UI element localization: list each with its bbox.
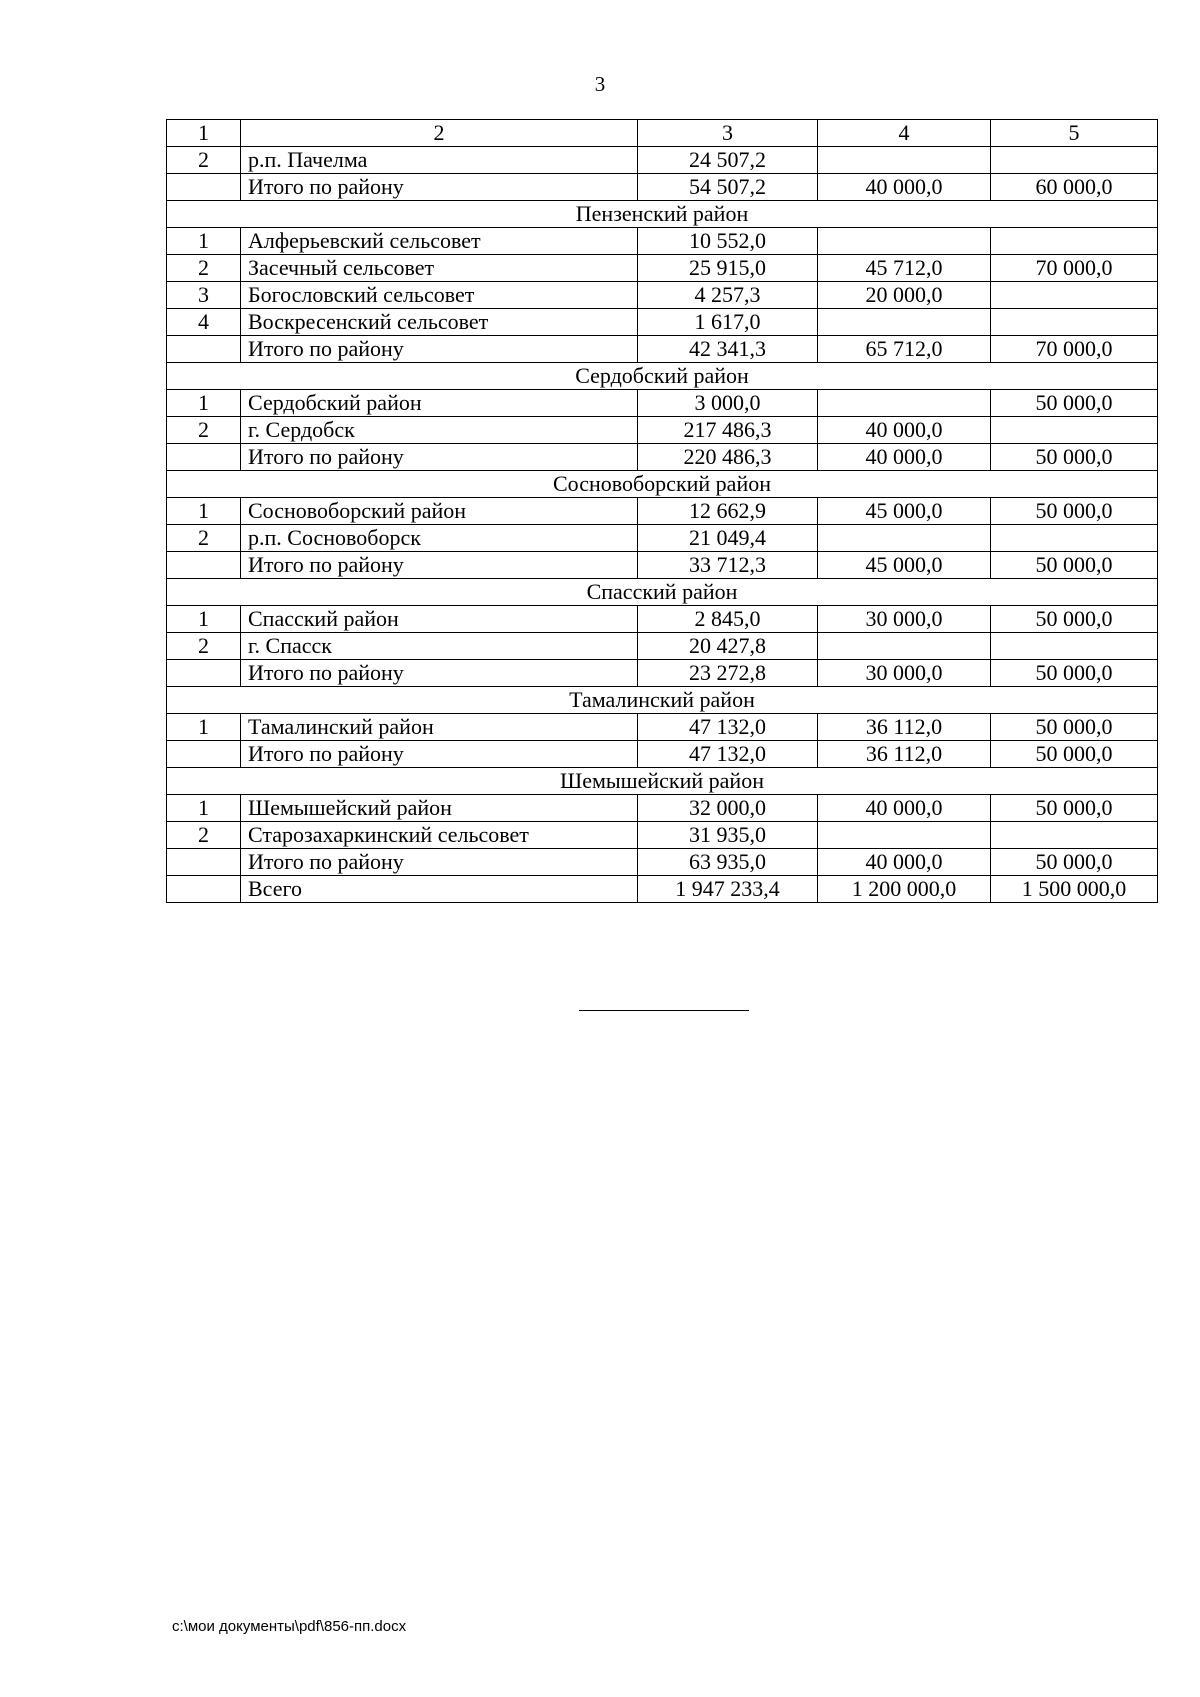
table-row (167, 336, 1158, 363)
column-number-row (167, 120, 1158, 147)
table-row (167, 228, 1158, 255)
amount-col5-cell: 50 000,0 (991, 714, 1158, 741)
row-number-cell: 2 (167, 822, 241, 849)
municipality-name-cell: р.п. Пачелма (241, 147, 638, 174)
amount-col5-cell (991, 147, 1158, 174)
amount-col4-cell: 30 000,0 (818, 660, 991, 687)
table-row (167, 444, 1158, 471)
amount-col3-cell: 217 486,3 (638, 417, 818, 444)
amount-col3-cell: 20 427,8 (638, 633, 818, 660)
amount-col5-cell: 50 000,0 (991, 390, 1158, 417)
municipality-name-cell: Алферьевский сельсовет (241, 228, 638, 255)
municipality-name-cell: г. Спасск (241, 633, 638, 660)
municipality-name-cell: Сосновоборский район (241, 498, 638, 525)
amount-col5-cell: 50 000,0 (991, 849, 1158, 876)
table-row (167, 417, 1158, 444)
row-number-cell: 2 (167, 633, 241, 660)
municipality-name-cell: Тамалинский район (241, 714, 638, 741)
row-number-cell: 2 (167, 525, 241, 552)
table-row (167, 282, 1158, 309)
municipality-name-cell: Итого по району (241, 849, 638, 876)
table-row (167, 552, 1158, 579)
table-row (167, 147, 1158, 174)
amount-col3-cell: 25 915,0 (638, 255, 818, 282)
row-number-cell: 1 (167, 714, 241, 741)
row-number-cell: 1 (167, 390, 241, 417)
amount-col4-cell: 1 200 000,0 (818, 876, 991, 903)
amount-col5-cell: 70 000,0 (991, 255, 1158, 282)
amount-col4-cell: 36 112,0 (818, 714, 991, 741)
district-section-title: Шемышейский район (167, 768, 1158, 795)
district-section-row (167, 579, 1158, 606)
amount-col4-cell: 45 712,0 (818, 255, 991, 282)
municipality-name-cell: р.п. Сосновоборск (241, 525, 638, 552)
amount-col4-cell (818, 822, 991, 849)
amount-col4-cell (818, 309, 991, 336)
table-row (167, 498, 1158, 525)
amount-col3-cell: 3 000,0 (638, 390, 818, 417)
district-section-row (167, 768, 1158, 795)
row-number-cell: 1 (167, 606, 241, 633)
amount-col3-cell: 24 507,2 (638, 147, 818, 174)
amount-col5-cell (991, 309, 1158, 336)
row-number-cell (167, 849, 241, 876)
amount-col5-cell: 50 000,0 (991, 606, 1158, 633)
page-number: 3 (594, 72, 606, 96)
table-row (167, 174, 1158, 201)
table-row (167, 876, 1158, 903)
table-row (167, 822, 1158, 849)
amount-col3-cell: 31 935,0 (638, 822, 818, 849)
amount-col4-cell: 45 000,0 (818, 498, 991, 525)
row-number-cell: 4 (167, 309, 241, 336)
amount-col5-cell: 50 000,0 (991, 498, 1158, 525)
row-number-cell: 2 (167, 147, 241, 174)
municipality-name-cell: Старозахаркинский сельсовет (241, 822, 638, 849)
allocation-table (166, 119, 1158, 903)
amount-col5-cell: 50 000,0 (991, 795, 1158, 822)
end-divider-line (579, 1010, 749, 1011)
row-number-cell: 2 (167, 417, 241, 444)
amount-col5-cell: 50 000,0 (991, 444, 1158, 471)
municipality-name-cell: Итого по району (241, 444, 638, 471)
amount-col3-cell: 47 132,0 (638, 741, 818, 768)
municipality-name-cell: Итого по району (241, 660, 638, 687)
district-section-title: Спасский район (167, 579, 1158, 606)
row-number-cell (167, 444, 241, 471)
row-number-cell (167, 552, 241, 579)
amount-col3-cell: 10 552,0 (638, 228, 818, 255)
amount-col3-cell: 220 486,3 (638, 444, 818, 471)
amount-col4-cell: 40 000,0 (818, 417, 991, 444)
table-row (167, 390, 1158, 417)
table-row (167, 255, 1158, 282)
table-row (167, 849, 1158, 876)
amount-col3-cell: 2 845,0 (638, 606, 818, 633)
amount-col5-cell: 70 000,0 (991, 336, 1158, 363)
table-row (167, 741, 1158, 768)
amount-col3-cell: 42 341,3 (638, 336, 818, 363)
amount-col5-cell: 50 000,0 (991, 552, 1158, 579)
column-number-1: 1 (167, 120, 241, 147)
amount-col5-cell: 1 500 000,0 (991, 876, 1158, 903)
district-section-row (167, 201, 1158, 228)
table-row (167, 714, 1158, 741)
amount-col4-cell: 45 000,0 (818, 552, 991, 579)
amount-col5-cell: 60 000,0 (991, 174, 1158, 201)
table-row (167, 795, 1158, 822)
district-section-title: Сосновоборский район (167, 471, 1158, 498)
footer-file-path: c:\мои документы\pdf\856-пп.docx (172, 1618, 407, 1635)
row-number-cell: 1 (167, 498, 241, 525)
table-body (167, 120, 1158, 903)
district-section-title: Тамалинский район (167, 687, 1158, 714)
amount-col3-cell: 32 000,0 (638, 795, 818, 822)
row-number-cell: 2 (167, 255, 241, 282)
table-row (167, 525, 1158, 552)
amount-col5-cell: 50 000,0 (991, 660, 1158, 687)
column-number-3: 3 (638, 120, 818, 147)
column-number-5: 5 (991, 120, 1158, 147)
amount-col3-cell: 12 662,9 (638, 498, 818, 525)
amount-col4-cell: 40 000,0 (818, 444, 991, 471)
amount-col4-cell: 40 000,0 (818, 174, 991, 201)
municipality-name-cell: Сердобский район (241, 390, 638, 417)
municipality-name-cell: Итого по району (241, 552, 638, 579)
amount-col5-cell (991, 228, 1158, 255)
municipality-name-cell: Итого по району (241, 174, 638, 201)
amount-col5-cell (991, 633, 1158, 660)
amount-col3-cell: 23 272,8 (638, 660, 818, 687)
row-number-cell: 1 (167, 228, 241, 255)
amount-col5-cell (991, 417, 1158, 444)
district-section-row (167, 363, 1158, 390)
row-number-cell: 1 (167, 795, 241, 822)
municipality-name-cell: Итого по району (241, 741, 638, 768)
row-number-cell (167, 741, 241, 768)
municipality-name-cell: Всего (241, 876, 638, 903)
municipality-name-cell: Шемышейский район (241, 795, 638, 822)
district-section-title: Сердобский район (167, 363, 1158, 390)
row-number-cell (167, 336, 241, 363)
amount-col4-cell: 20 000,0 (818, 282, 991, 309)
table-row (167, 606, 1158, 633)
table-row (167, 633, 1158, 660)
row-number-cell (167, 876, 241, 903)
municipality-name-cell: Богословский сельсовет (241, 282, 638, 309)
table-row (167, 660, 1158, 687)
municipality-name-cell: Итого по району (241, 336, 638, 363)
municipality-name-cell: Засечный сельсовет (241, 255, 638, 282)
table-row (167, 309, 1158, 336)
amount-col5-cell (991, 282, 1158, 309)
amount-col4-cell: 30 000,0 (818, 606, 991, 633)
amount-col4-cell: 40 000,0 (818, 849, 991, 876)
amount-col5-cell: 50 000,0 (991, 741, 1158, 768)
row-number-cell (167, 660, 241, 687)
row-number-cell (167, 174, 241, 201)
amount-col4-cell (818, 147, 991, 174)
amount-col4-cell (818, 525, 991, 552)
amount-col3-cell: 63 935,0 (638, 849, 818, 876)
amount-col3-cell: 21 049,4 (638, 525, 818, 552)
amount-col4-cell: 65 712,0 (818, 336, 991, 363)
amount-col4-cell: 36 112,0 (818, 741, 991, 768)
column-number-4: 4 (818, 120, 991, 147)
amount-col5-cell (991, 525, 1158, 552)
column-number-2: 2 (241, 120, 638, 147)
district-section-row (167, 471, 1158, 498)
amount-col3-cell: 33 712,3 (638, 552, 818, 579)
amount-col4-cell (818, 390, 991, 417)
amount-col4-cell (818, 633, 991, 660)
amount-col3-cell: 1 947 233,4 (638, 876, 818, 903)
district-section-title: Пензенский район (167, 201, 1158, 228)
amount-col3-cell: 54 507,2 (638, 174, 818, 201)
municipality-name-cell: Воскресенский сельсовет (241, 309, 638, 336)
municipality-name-cell: Спасский район (241, 606, 638, 633)
district-section-row (167, 687, 1158, 714)
amount-col4-cell: 40 000,0 (818, 795, 991, 822)
municipality-name-cell: г. Сердобск (241, 417, 638, 444)
amount-col4-cell (818, 228, 991, 255)
amount-col3-cell: 1 617,0 (638, 309, 818, 336)
row-number-cell: 3 (167, 282, 241, 309)
amount-col5-cell (991, 822, 1158, 849)
amount-col3-cell: 4 257,3 (638, 282, 818, 309)
amount-col3-cell: 47 132,0 (638, 714, 818, 741)
